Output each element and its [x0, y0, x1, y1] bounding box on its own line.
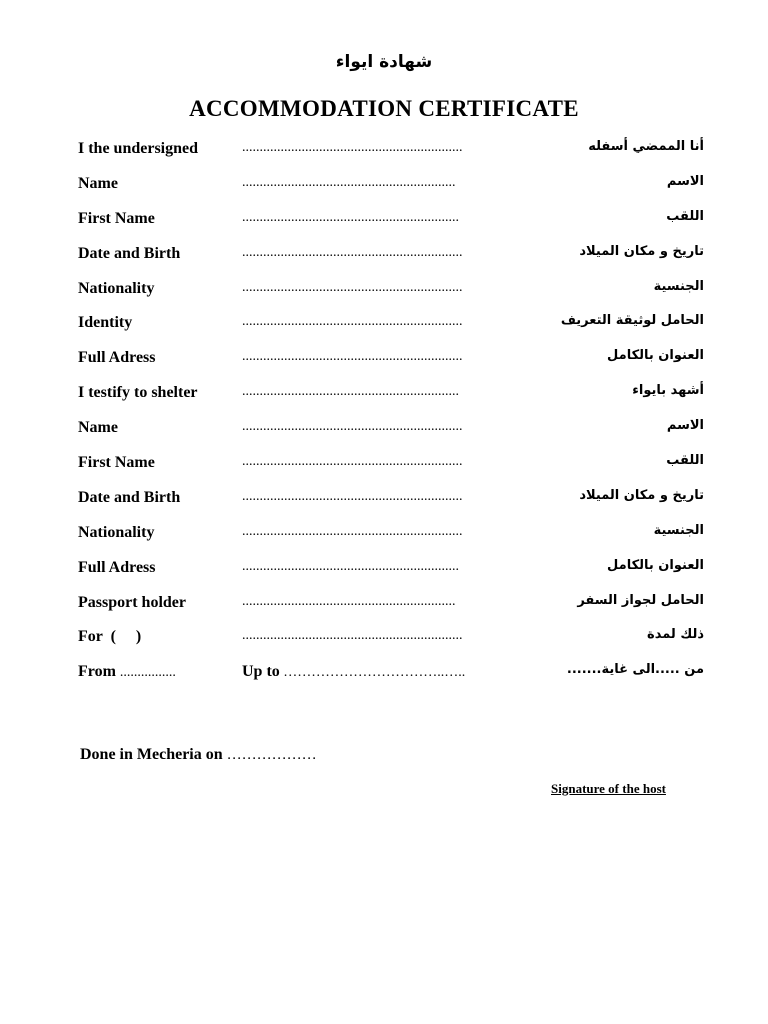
field-label: For ( )	[78, 628, 142, 646]
field-row-duration	[0, 622, 768, 657]
field-blank[interactable]: ...............................................................	[242, 314, 463, 330]
field-label-arabic: اللقب	[666, 208, 704, 224]
field-blank[interactable]: ...............................................................	[242, 628, 463, 644]
field-blank[interactable]: ...............................................................	[242, 244, 463, 260]
done-label: Done in Mecheria on	[80, 746, 223, 763]
field-row-undersigned	[0, 134, 768, 169]
signature-label: Signature of the host	[551, 781, 666, 796]
done-date-blank[interactable]: ………………	[226, 747, 317, 763]
field-label: Full Adress	[78, 349, 156, 367]
field-label-arabic: ذلك لمدة	[647, 627, 704, 643]
form-fields	[0, 134, 768, 692]
field-blank[interactable]: ...............................................................	[242, 454, 463, 470]
field-label: Name	[78, 419, 118, 437]
field-label-arabic: الحامل لجواز السفر	[577, 592, 704, 608]
upto-group	[242, 663, 465, 681]
field-row-guest-first-name	[0, 448, 768, 483]
field-label: Nationality	[78, 523, 155, 541]
field-row-guest-name	[0, 413, 768, 448]
from-blank[interactable]: ................	[119, 665, 176, 681]
field-row-nationality	[0, 274, 768, 309]
field-row-guest-full-address	[0, 553, 768, 588]
field-label: I the undersigned	[78, 140, 199, 157]
field-blank[interactable]: ...............................................................	[242, 488, 463, 504]
field-label-arabic: العنوان بالكامل	[607, 348, 704, 364]
field-row-passport-holder	[0, 588, 768, 623]
field-label: I testify to shelter	[78, 384, 198, 402]
field-blank[interactable]: .............................................................	[242, 593, 456, 609]
title-english: ACCOMMODATION CERTIFICATE	[189, 96, 579, 121]
field-row-testify-shelter	[0, 378, 768, 413]
field-label-arabic: الحامل لوثيقة التعريف	[560, 313, 704, 329]
done-in-line	[80, 746, 317, 764]
field-label-arabic: أشهد بايواء	[632, 383, 704, 399]
field-blank[interactable]: ...............................................................	[242, 349, 463, 365]
field-row-date-birth	[0, 239, 768, 274]
field-row-guest-nationality	[0, 518, 768, 553]
field-label-arabic: من .....الى غاية.......	[566, 662, 704, 678]
from-label: From	[78, 663, 116, 681]
field-blank[interactable]: ...............................................................	[242, 279, 463, 295]
field-label: Nationality	[78, 279, 155, 297]
title-arabic: شهادة ايواء	[335, 52, 433, 72]
field-blank[interactable]: ..............................................................	[242, 558, 459, 574]
field-blank[interactable]: ...............................................................	[242, 523, 463, 539]
field-label: Date and Birth	[78, 488, 181, 506]
field-row-name	[0, 169, 768, 204]
field-label-arabic: الجنسية	[653, 522, 704, 538]
field-blank[interactable]: ..............................................................	[242, 209, 459, 225]
upto-label: Up to	[242, 663, 280, 681]
from-group	[78, 663, 176, 681]
field-label-arabic: تاريخ و مكان الميلاد	[579, 243, 704, 259]
field-blank[interactable]: .............................................................	[242, 174, 456, 190]
field-row-guest-date-birth	[0, 483, 768, 518]
field-label-arabic: الاسم	[666, 418, 704, 434]
field-row-first-name	[0, 204, 768, 239]
field-row-full-address	[0, 343, 768, 378]
field-label-arabic: العنوان بالكامل	[607, 557, 704, 573]
field-label: Passport holder	[78, 593, 186, 611]
field-label: Identity	[78, 314, 133, 332]
field-label-arabic: الجنسية	[653, 278, 704, 294]
field-blank[interactable]: ...............................................................	[242, 419, 463, 435]
field-label: Full Adress	[78, 558, 156, 576]
field-label-arabic: تاريخ و مكان الميلاد	[579, 487, 704, 503]
field-label-arabic: أنا الممضي أسفله	[588, 139, 704, 154]
field-label: First Name	[78, 209, 155, 227]
field-label: First Name	[78, 454, 155, 472]
field-blank[interactable]: ...............................................................	[242, 140, 463, 155]
field-label-arabic: اللقب	[666, 453, 704, 469]
field-label: Name	[78, 174, 118, 192]
upto-blank[interactable]: ……………………………..…..	[283, 665, 466, 681]
field-row-identity	[0, 308, 768, 343]
field-label: Date and Birth	[78, 244, 181, 262]
field-blank[interactable]: ..............................................................	[242, 384, 459, 400]
field-row-from-upto	[0, 657, 768, 692]
field-label-arabic: الاسم	[666, 173, 704, 189]
